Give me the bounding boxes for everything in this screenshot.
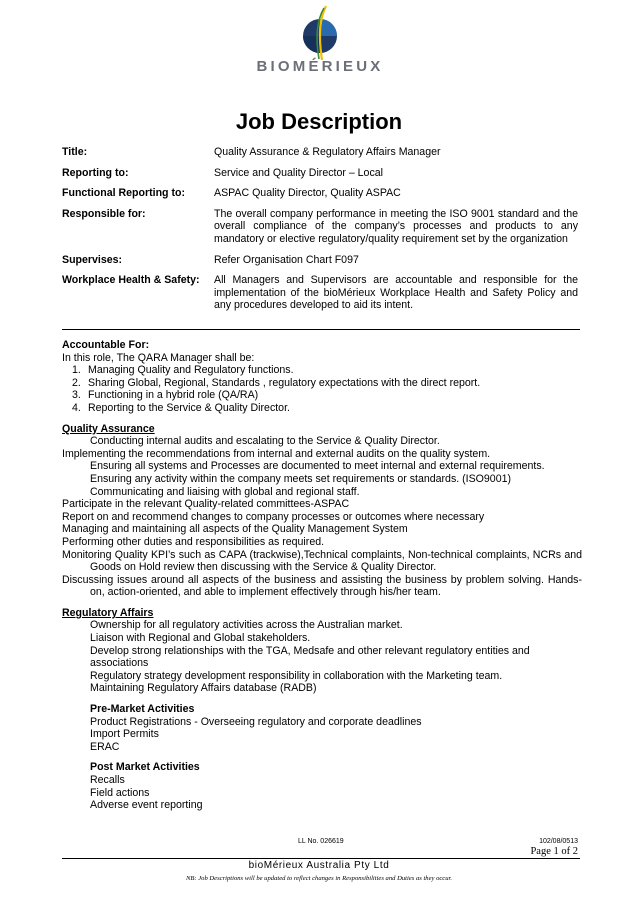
field-label: Supervises: [62,253,123,266]
list-text: Functioning in a hybrid role (QA/RA) [88,389,259,402]
ra-line: Regulatory strategy development responsibility in collaboration with the Marketing team. [90,669,503,682]
field-value: Refer Organisation Chart F097 [214,253,359,266]
accountable-intro: In this role, The QARA Manager shall be: [62,351,255,364]
qa-line: Participate in the relevant Quality-related committees-ASPAC [62,498,350,511]
pre-market-heading: Pre-Market Activities [90,703,195,716]
document-body [62,339,582,812]
list-number: 3. [72,389,81,402]
field-row-reporting-to [62,167,578,180]
ra-line: Ownership for all regulatory activities across the Australian market. [90,619,403,632]
post-market-line: Adverse event reporting [90,799,203,812]
list-text: Managing Quality and Regulatory functions. [88,364,294,377]
footer-note: NB: Job Descriptions will be updated to reflect changes in Responsibilities and Duties as they occur. [185,875,453,882]
list-number: 2. [72,376,81,389]
company-logo [240,4,400,84]
accountable-heading: Accountable For: [62,339,150,351]
field-row-responsible-for [62,208,578,246]
logo-emblem-icon [298,4,342,62]
job-fields-table [62,146,578,320]
field-value: Service and Quality Director – Local [214,166,383,179]
ra-line: Maintaining Regulatory Affairs database (RADB) [90,682,317,695]
list-item [72,364,582,377]
logo-wordmark: BIOMÉRIEUX [256,58,384,75]
pre-market-line: ERAC [90,740,120,753]
list-number: 1. [72,364,81,377]
field-label: Title: [62,146,88,158]
qa-line: Conducting internal audits and escalating to the Service & Quality Director. [90,435,440,448]
field-value: ASPAC Quality Director, Quality ASPAC [214,187,401,200]
list-item [72,401,582,415]
field-row-functional-reporting [62,187,578,200]
list-item [72,376,582,390]
pre-market-line: Product Registrations - Overseeing regulatory and corporate deadlines [90,715,422,728]
pre-market-line: Import Permits [90,728,159,741]
section-divider [62,329,580,330]
list-text: Reporting to the Service & Quality Director. [88,401,290,414]
qa-line: Discussing issues around all aspects of the business and assisting the business by problem solving. Hands-on, action-oriented, and able to implement effectively through his/her team. [62,573,582,599]
list-item [72,389,582,402]
ra-heading: Regulatory Affairs [62,606,154,619]
post-market-heading: Post Market Activities [90,761,200,774]
post-market-line: Field actions [90,786,150,799]
accountable-list [62,364,582,414]
ra-line: Develop strong relationships with the TGA, Medsafe and other relevant regulatory entities and associations [90,644,530,670]
qa-line: Ensuring any activity within the company meets set requirements or standards. (ISO9001) [90,472,512,485]
field-value: Quality Assurance & Regulatory Affairs Manager [214,146,441,158]
field-value: All Managers and Supervisors are accountable and responsible for the implementation of the bioMérieux Workplace Health and Safety Policy and any procedures developed to aid its intent. [214,274,578,312]
post-market-line: Recalls [90,774,125,786]
ra-line: Liaison with Regional and Global stakeholders. [90,632,311,645]
footer-divider [62,858,580,859]
qa-line: Monitoring Quality KPI’s such as CAPA (trackwise),Technical complaints, Non-technical complaints, NCRs and Goods on Hold review then discussing with the Service & Quality Director. [62,548,582,574]
qa-line: Report on and recommend changes to company processes or outcomes where necessary [62,510,485,523]
field-label: Responsible for: [62,207,146,220]
field-value: The overall company performance in meeting the ISO 9001 standard and the overall compliance of the company’s processes and products to any mandatory or elective regulatory/quality requirement set by the organization [214,207,578,245]
list-number: 4. [72,401,81,414]
field-label: Workplace Health & Safety: [62,274,200,287]
field-row-title [62,146,578,159]
qa-heading: Quality Assurance [62,422,155,435]
field-row-supervises [62,254,578,267]
field-label: Functional Reporting to: [62,187,185,200]
qa-line: Managing and maintaining all aspects of the Quality Management System [62,523,408,536]
document-reference: 102/08/0513 [539,838,578,845]
qa-line: Ensuring all systems and Processes are documented to meet internal and external requirements. [90,460,545,473]
footer-company: bioMérieux Australia Pty Ltd [248,860,390,871]
field-label: Reporting to: [62,166,129,179]
qa-line: Communicating and liaising with global and regional staff. [90,485,360,498]
page-title: Job Description [235,109,403,134]
page-number: Page 1 of 2 [530,846,578,857]
field-row-whs [62,274,578,312]
list-text: Sharing Global, Regional, Standards , regulatory expectations with the direct report. [88,376,481,389]
qa-line: Implementing the recommendations from internal and external audits on the quality system. [62,447,491,460]
qa-line: Performing other duties and responsibilities as required. [62,535,325,548]
ll-number: LL No. 026619 [298,838,344,845]
